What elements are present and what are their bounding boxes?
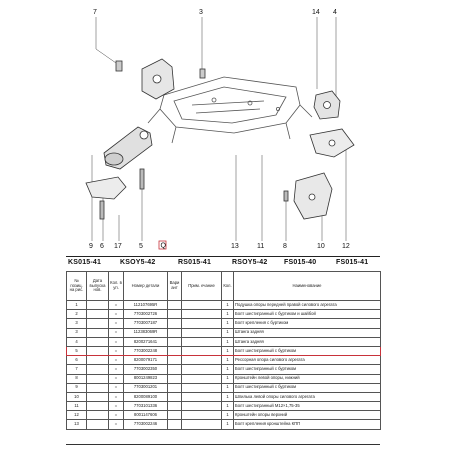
callout-4: 4 (333, 9, 337, 16)
position-cell: 1 (67, 301, 87, 310)
note-cell (182, 319, 222, 328)
note-cell (182, 374, 222, 383)
name-cell: Шпилька левой опоры силового агрегата (234, 392, 381, 401)
name-cell: Болт шестигранный с буртиком и шайбой (234, 310, 381, 319)
model-code: KS015-41 (68, 259, 102, 266)
position-cell: 3 (67, 328, 87, 337)
note-cell (182, 392, 222, 401)
name-cell: Штанга задняя (234, 337, 381, 346)
variant-cell (168, 365, 182, 374)
qty-cell: = (109, 328, 124, 337)
parts-table (66, 271, 381, 430)
variant-cell (168, 383, 182, 392)
table-row[interactable] (67, 356, 381, 365)
count-cell: 1 (222, 392, 234, 401)
count-cell: 1 (222, 301, 234, 310)
name-cell: Рессорная опора силового агрегата (234, 356, 381, 365)
column-header: Кол. (222, 272, 234, 301)
count-cell: 1 (222, 402, 234, 411)
date-cell (87, 374, 109, 383)
part-number-cell: 7703101336 (124, 402, 168, 411)
note-cell (182, 420, 222, 429)
position-cell: 13 (67, 420, 87, 429)
position-cell: 12 (67, 411, 87, 420)
date-cell (87, 319, 109, 328)
variant-cell (168, 392, 182, 401)
model-code: KSOY5-42 (120, 259, 156, 266)
part-number-cell: 7703007187 (124, 319, 168, 328)
qty-cell: = (109, 383, 124, 392)
table-header-row (67, 272, 381, 301)
qty-cell: = (109, 392, 124, 401)
date-cell (87, 365, 109, 374)
name-cell: Болт шестигранный M12×1,75-35 (234, 402, 381, 411)
date-cell (87, 356, 109, 365)
table-row[interactable] (67, 374, 381, 383)
part-number-cell: 8200271641 (124, 337, 168, 346)
table-row[interactable] (67, 328, 381, 337)
model-code: RS015-41 (178, 259, 212, 266)
lower-right-bracket (284, 173, 332, 219)
count-cell: 1 (222, 328, 234, 337)
variant-cell (168, 328, 182, 337)
qty-cell: = (109, 411, 124, 420)
callout-5: 5 (139, 243, 143, 250)
qty-cell: = (109, 319, 124, 328)
part-number-cell: 8001249823 (124, 374, 168, 383)
count-cell: 1 (222, 346, 234, 355)
note-cell (182, 337, 222, 346)
note-cell (182, 411, 222, 420)
table-row[interactable] (67, 301, 381, 310)
part-number-cell: 7703002248 (124, 346, 168, 355)
variant-cell (168, 301, 182, 310)
table-row[interactable] (67, 310, 381, 319)
note-cell (182, 328, 222, 337)
table-row[interactable] (67, 365, 381, 374)
column-header: Наименование (234, 272, 381, 301)
table-row[interactable] (67, 411, 381, 420)
count-cell: 1 (222, 365, 234, 374)
left-mount-assembly (310, 91, 354, 157)
callout-12: 12 (342, 243, 350, 250)
note-cell (182, 346, 222, 355)
name-cell: Болт крепления с буртиком (234, 319, 381, 328)
part-number-cell: 8200079171 (124, 356, 168, 365)
view-marker-label: Q (160, 242, 166, 250)
count-cell: 1 (222, 374, 234, 383)
variant-cell (168, 337, 182, 346)
date-cell (87, 411, 109, 420)
callout-6: 6 (100, 243, 104, 250)
table-row[interactable] (67, 319, 381, 328)
date-cell (87, 337, 109, 346)
position-cell: 7 (67, 365, 87, 374)
qty-cell: = (109, 346, 124, 355)
variant-cell (168, 310, 182, 319)
column-header: № позиц. на рис. (67, 272, 87, 301)
callout-17: 17 (114, 243, 122, 250)
part-number-cell: 8001147606 (124, 411, 168, 420)
qty-cell: = (109, 337, 124, 346)
exploded-parts-diagram (64, 5, 374, 253)
callout-11: 11 (257, 243, 265, 250)
variant-cell (168, 411, 182, 420)
qty-cell: = (109, 301, 124, 310)
callout-10: 10 (317, 243, 325, 250)
model-code: FS015-41 (336, 259, 369, 266)
position-cell: 5 (67, 346, 87, 355)
name-cell: Болт крепления кронштейна КПП (234, 420, 381, 429)
variant-cell (168, 356, 182, 365)
date-cell (87, 310, 109, 319)
model-code-strip (66, 256, 380, 271)
note-cell (182, 402, 222, 411)
callout-13: 13 (231, 243, 239, 250)
qty-cell: = (109, 402, 124, 411)
name-cell: Кронштейн опоры верхний (234, 411, 381, 420)
variant-cell (168, 420, 182, 429)
part-number-cell: 8200089100 (124, 392, 168, 401)
note-cell (182, 301, 222, 310)
qty-cell: = (109, 356, 124, 365)
position-cell: 2 (67, 310, 87, 319)
name-cell: Штанга задняя (234, 328, 381, 337)
count-cell: 1 (222, 319, 234, 328)
note-cell (182, 383, 222, 392)
count-cell: 1 (222, 420, 234, 429)
callout-7: 7 (93, 9, 97, 16)
variant-cell (168, 346, 182, 355)
column-header: Прим. ечание (182, 272, 222, 301)
part-number-cell: 7703001201 (124, 383, 168, 392)
position-cell: 4 (67, 337, 87, 346)
callout-14: 14 (312, 9, 320, 16)
callout-3: 3 (199, 9, 203, 16)
table-row[interactable] (67, 392, 381, 401)
date-cell (87, 392, 109, 401)
position-cell: 3 (67, 319, 87, 328)
qty-cell: = (109, 420, 124, 429)
count-cell: 1 (222, 356, 234, 365)
date-cell (87, 383, 109, 392)
part-number-cell: 7703002726 (124, 310, 168, 319)
qty-cell: = (109, 365, 124, 374)
position-cell: 8 (67, 374, 87, 383)
position-cell: 9 (67, 383, 87, 392)
name-cell: Болт шестигранный с буртиком (234, 346, 381, 355)
table-row-highlighted[interactable] (67, 346, 381, 355)
date-cell (87, 301, 109, 310)
date-cell (87, 346, 109, 355)
parts-table-body (67, 301, 381, 430)
note-cell (182, 365, 222, 374)
part-number-cell: 7703002350 (124, 365, 168, 374)
divider (66, 444, 380, 445)
table-row[interactable] (67, 420, 381, 429)
date-cell (87, 420, 109, 429)
table-row[interactable] (67, 383, 381, 392)
part-number-cell: 112107695R (124, 301, 168, 310)
count-cell: 1 (222, 310, 234, 319)
date-cell (87, 402, 109, 411)
column-header: Номер детали (124, 272, 168, 301)
position-cell: 11 (67, 402, 87, 411)
position-cell: 6 (67, 356, 87, 365)
count-cell: 1 (222, 337, 234, 346)
part-number-cell: 112383069R (124, 328, 168, 337)
position-cell: 10 (67, 392, 87, 401)
variant-cell (168, 319, 182, 328)
table-row[interactable] (67, 337, 381, 346)
count-cell: 1 (222, 411, 234, 420)
date-cell (87, 328, 109, 337)
qty-cell: = (109, 374, 124, 383)
column-header: Дата выпуска нов. (87, 272, 109, 301)
rear-torque-rod (104, 127, 152, 169)
callout-9: 9 (89, 243, 93, 250)
count-cell: 1 (222, 383, 234, 392)
qty-cell: = (109, 310, 124, 319)
note-cell (182, 356, 222, 365)
right-mount-assembly (116, 59, 205, 99)
note-cell (182, 310, 222, 319)
model-code: FS015-40 (284, 259, 317, 266)
lower-bracket (86, 169, 144, 219)
name-cell: Болт шестигранный с буртиком (234, 365, 381, 374)
callout-8: 8 (283, 243, 287, 250)
model-code: RSOY5-42 (232, 259, 268, 266)
part-number-cell: 7703002246 (124, 420, 168, 429)
column-header: Вари ант (168, 272, 182, 301)
column-header: Кол. в уп. (109, 272, 124, 301)
variant-cell (168, 374, 182, 383)
name-cell: Болт шестигранный с буртиком (234, 383, 381, 392)
name-cell: Подушка опоры передней правой силового агрегата (234, 301, 381, 310)
name-cell: Кронштейн левой опоры, нижний (234, 374, 381, 383)
variant-cell (168, 402, 182, 411)
table-row[interactable] (67, 402, 381, 411)
